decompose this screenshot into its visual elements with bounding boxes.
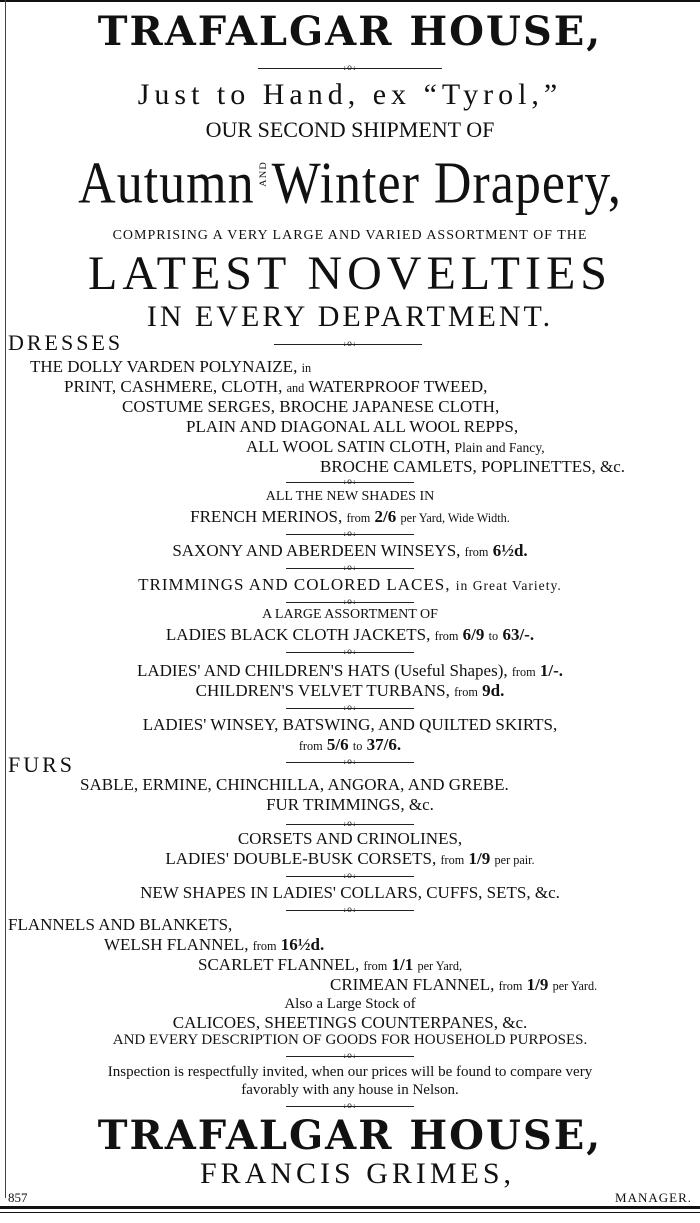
every-department-heading: IN EVERY DEPARTMENT. — [146, 300, 554, 333]
household-line: AND EVERY DESCRIPTION OF GOODS FOR HOUSEHOLD PURPOSES. — [112, 1032, 588, 1048]
dress-line-4: PLAIN AND DIAGONAL ALL WOOL REPPS, — [186, 417, 519, 436]
second-shipment-line: OUR SECOND SHIPMENT OF — [205, 117, 495, 142]
double-busk-corsets-line: LADIES' DOUBLE-BUSK CORSETS, from 1/9 per pair. — [165, 849, 535, 868]
bottom-border-thin — [0, 1212, 700, 1213]
separator-ornament — [0, 340, 700, 348]
furs-heading: FURS — [8, 752, 76, 777]
autumn-winter-drapery-heading: Autumn ANDWinter Drapery, — [78, 150, 622, 217]
crimean-flannel-line: CRIMEAN FLANNEL, from 1/9 per Yard. — [330, 975, 598, 994]
calicoes-line: CALICOES, SHEETINGS COUNTERPANES, &c. — [172, 1013, 528, 1032]
separator-ornament — [0, 598, 700, 606]
page-title: TRAFALGAR HOUSE, — [97, 8, 603, 55]
flannels-heading: FLANNELS AND BLANKETS, — [8, 915, 233, 934]
separator-ornament — [0, 1102, 700, 1110]
separator-ornament — [0, 872, 700, 880]
separator-ornament — [0, 530, 700, 538]
dress-line-5: ALL WOOL SATIN CLOTH, Plain and Fancy, — [246, 437, 545, 456]
welsh-flannel-line: WELSH FLANNEL, from 16½d. — [104, 935, 325, 954]
new-shades-line: ALL THE NEW SHADES IN — [265, 489, 435, 504]
dress-line-1: THE DOLLY VARDEN POLYNAIZE, in — [30, 357, 312, 376]
comprising-line: COMPRISING A VERY LARGE AND VARIED ASSORTMENT OF THE — [112, 228, 588, 243]
separator-ornament — [0, 820, 700, 828]
separator-ornament — [0, 704, 700, 712]
cloth-jackets-line: LADIES BLACK CLOTH JACKETS, from 6/9 to 63/-. — [165, 625, 535, 644]
and-stacked-text: AND — [257, 160, 268, 187]
top-border — [0, 0, 700, 2]
latest-novelties-heading: LATEST NOVELTIES — [88, 247, 612, 300]
velvet-turbans-line: CHILDREN'S VELVET TURBANS, from 9d. — [195, 681, 505, 700]
separator-ornament — [0, 906, 700, 914]
corsets-line: CORSETS AND CRINOLINES, — [237, 829, 463, 848]
large-assortment-line: A LARGE ASSORTMENT OF — [262, 607, 438, 622]
inspection-line-2: favorably with any house in Nelson. — [241, 1082, 459, 1098]
separator-ornament — [0, 1052, 700, 1060]
separator-ornament — [0, 758, 700, 766]
trimmings-line: TRIMMINGS AND COLORED LACES, in Great Variety. — [138, 575, 562, 594]
dress-line-6: BROCHE CAMLETS, POPLINETTES, &c. — [320, 457, 626, 476]
separator-ornament — [0, 648, 700, 656]
hats-line: LADIES' AND CHILDREN'S HATS (Useful Shapes), from 1/-. — [136, 661, 564, 680]
footer-title: TRAFALGAR HOUSE, — [97, 1112, 603, 1159]
separator-ornament — [0, 564, 700, 572]
inspection-line-1: Inspection is respectfully invited, when our prices will be found to compare very — [107, 1064, 593, 1080]
skirts-line: LADIES' WINSEY, BATSWING, AND QUILTED SKIRTS, — [142, 715, 558, 734]
winseys-line: SAXONY AND ABERDEEN WINSEYS, from 6½d. — [172, 541, 528, 560]
separator-ornament — [0, 64, 700, 72]
furs-line-1: SABLE, ERMINE, CHINCHILLA, ANGORA, AND GREBE. — [80, 775, 509, 794]
bottom-border — [0, 1206, 700, 1209]
skirts-price-line: from 5/6 to 37/6. — [298, 735, 402, 754]
french-merinos-line: FRENCH MERINOS, from 2/6 per Yard, Wide Width. — [190, 507, 510, 526]
separator-ornament — [0, 478, 700, 486]
scarlet-flannel-line: SCARLET FLANNEL, from 1/1 per Yard, — [198, 955, 463, 974]
dress-line-2: PRINT, CASHMERE, CLOTH, and WATERPROOF TWEED, — [64, 377, 488, 396]
ad-number: 857 — [8, 1190, 28, 1205]
dresses-heading: DRESSES — [8, 330, 124, 355]
dress-line-3: COSTUME SERGES, BROCHE JAPANESE CLOTH, — [122, 397, 500, 416]
proprietor-name: FRANCIS GRIMES, — [200, 1157, 516, 1190]
large-stock-line: Also a Large Stock of — [284, 996, 416, 1012]
manager-label: MANAGER. — [615, 1190, 692, 1205]
arrival-line: Just to Hand, ex “Tyrol,” — [137, 78, 563, 111]
furs-line-2: FUR TRIMMINGS, &c. — [266, 795, 434, 814]
collars-line: NEW SHAPES IN LADIES' COLLARS, CUFFS, SETS, &c. — [140, 883, 560, 902]
